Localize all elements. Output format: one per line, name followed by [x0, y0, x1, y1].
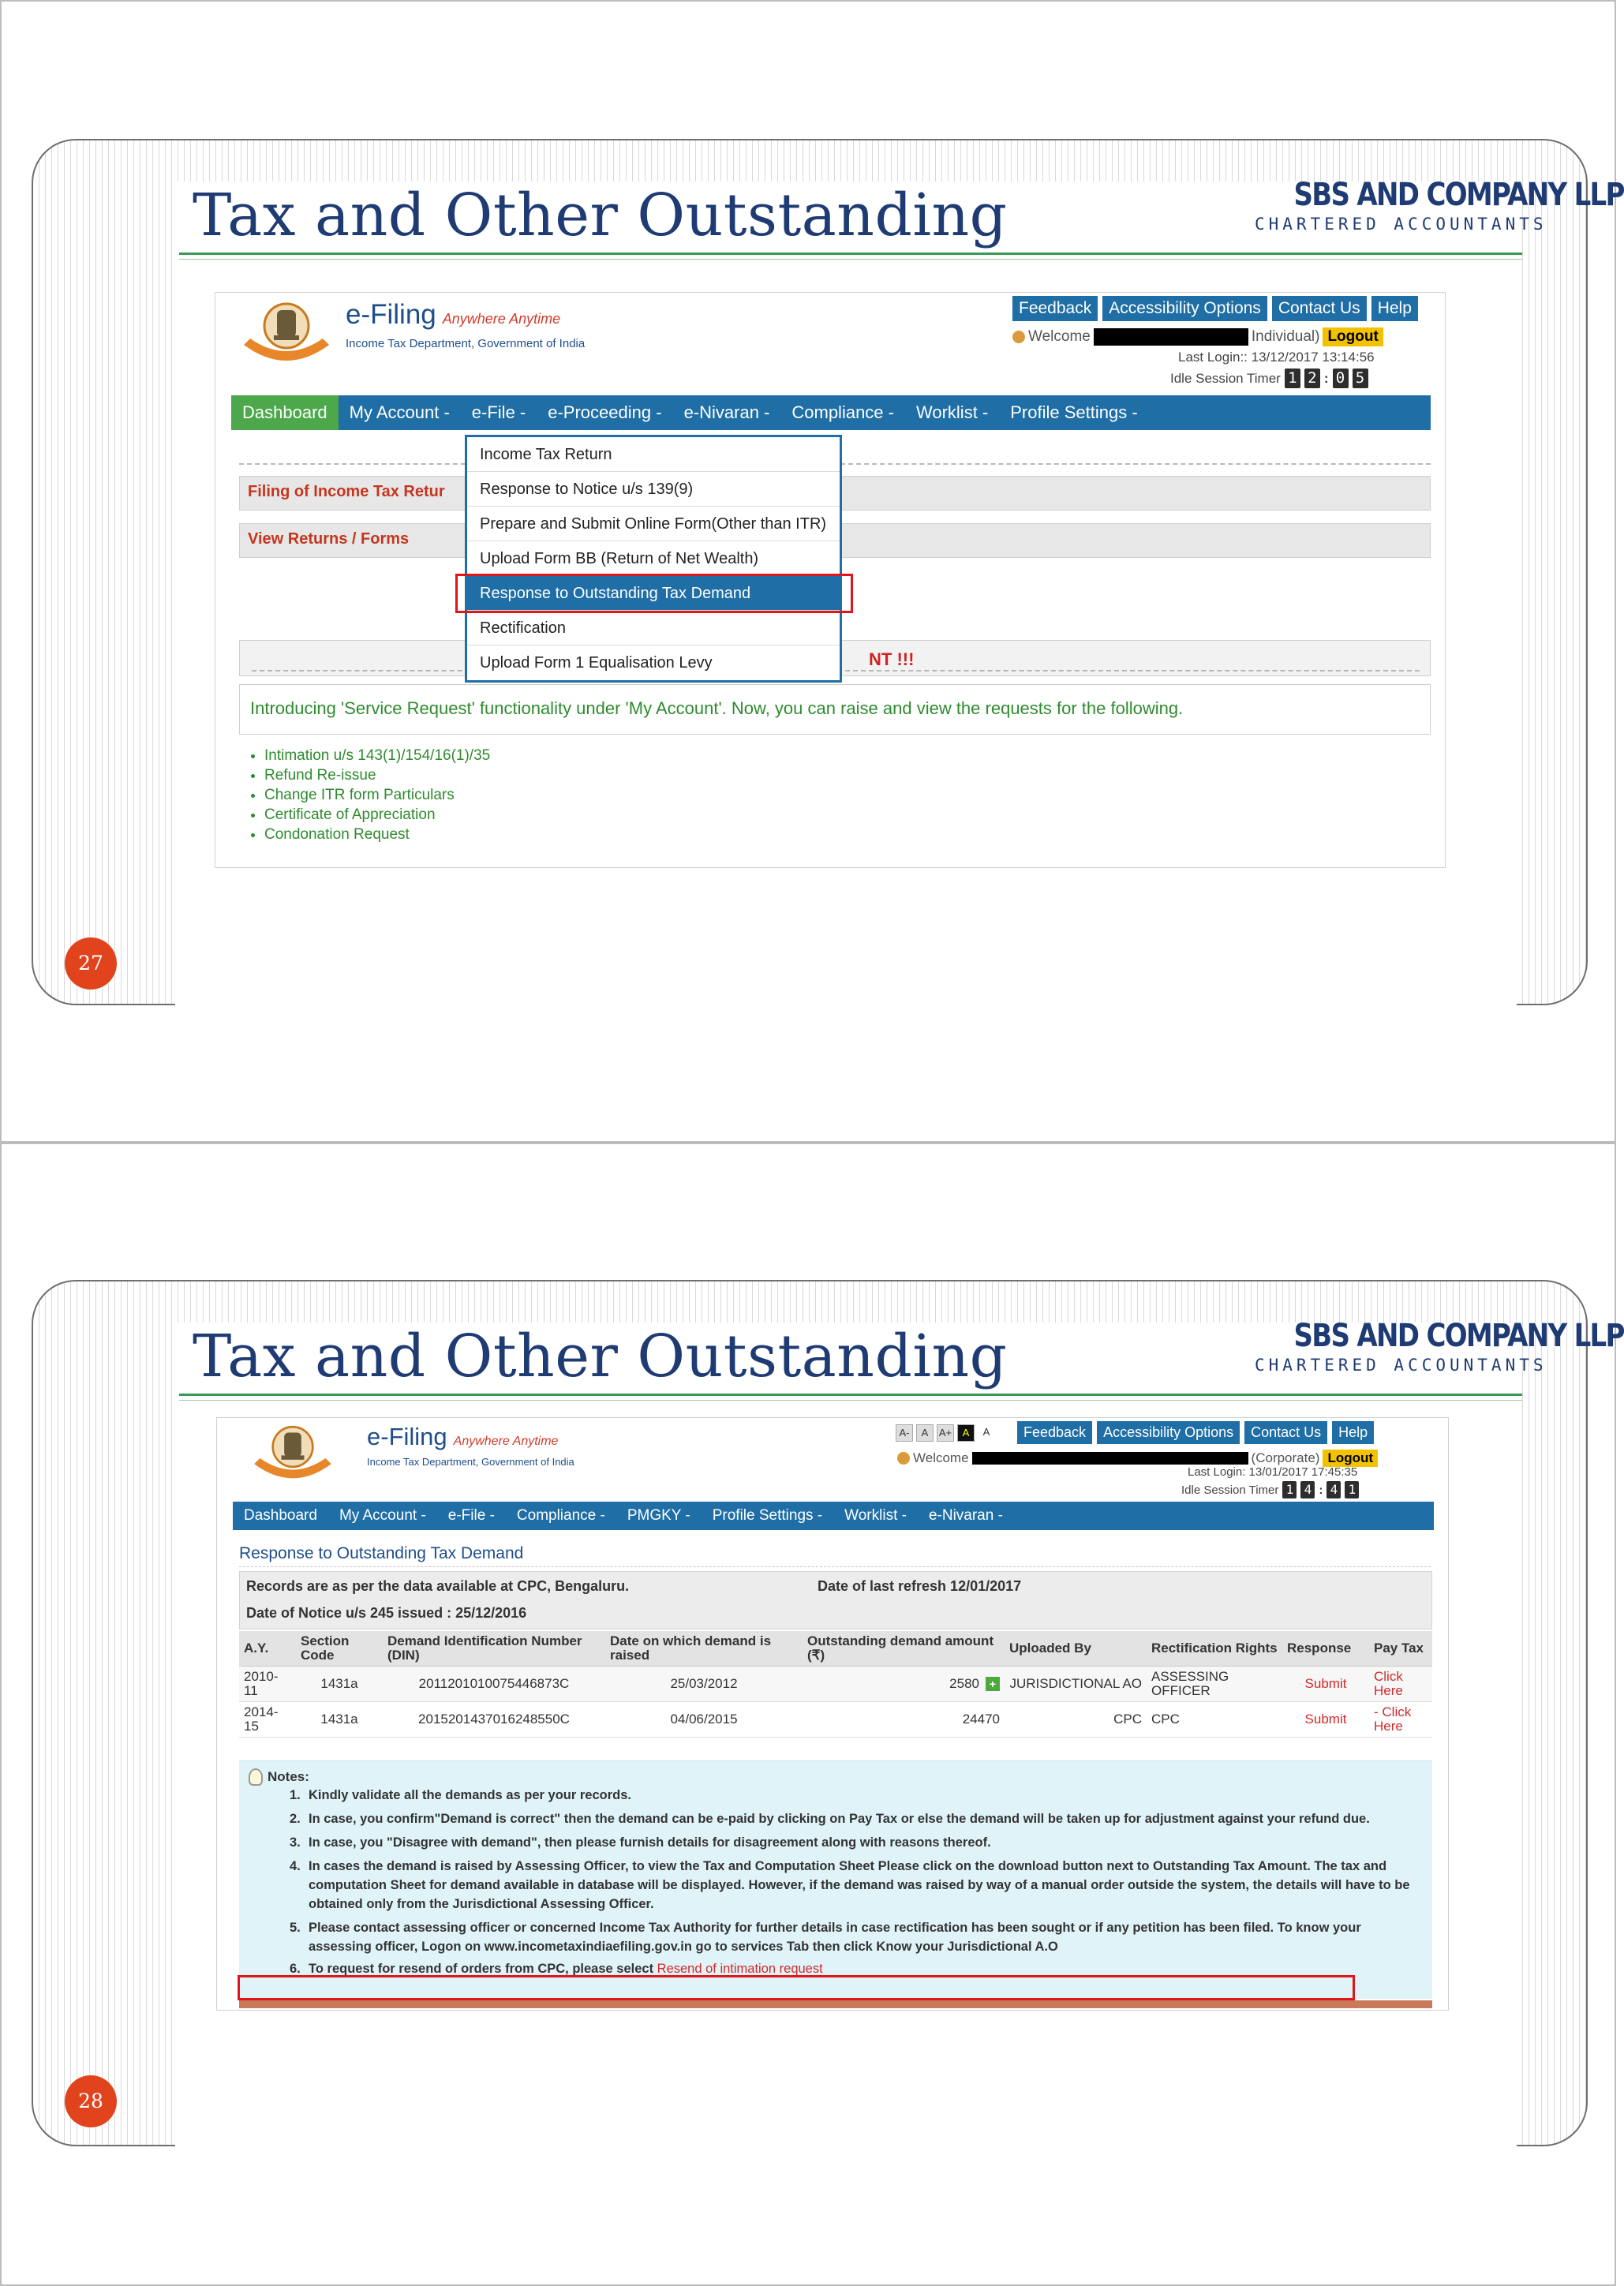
section-title: Response to Outstanding Tax Demand [239, 1544, 524, 1562]
service-request-list [250, 746, 490, 844]
nav-e-proceeding[interactable]: e-Proceeding - [548, 402, 662, 422]
list-item[interactable]: • Intimation u/s 143(1)/154/16(1)/35 [264, 746, 490, 765]
redacted-username [972, 1452, 1248, 1465]
contact-us-link[interactable]: Contact Us [1272, 296, 1367, 321]
nav-worklist[interactable]: Worklist - [915, 402, 989, 422]
menu-item-upload-form-bb[interactable]: Upload Form BB (Return of Net Wealth) [467, 541, 840, 576]
welcome-bar: Welcome (Corporate) Logout [897, 1450, 1378, 1467]
efiling-screenshot: e-Filing Anywhere Anytime Income Tax Department, Government of India A- A A+ A A Feedback Accessibility Options Contact Us Help Welcome (Corporate) Logout Last Login: 13/01/2017 17:45:35 Idle Session Timer 1 4 : 4 1 Dashboard My Account - e-File - Compliance - PMGKY - Profile Settings - Worklist - e-Nivaran - Response to Outstanding Tax Demand Records are as per the data available at CPC, Bengaluru. Date of last refresh 12/01/2017 Date of Notice u/s 245 issued : 25/12/2016 A.Y. Section Code Demand Identification Number (DIN) Date on which demand is raised Outstanding demand amount (₹) Uploaded By Rectification Rights Response Pay Tax 2010-11 1431a 2011201010075446873C 25/03/2012 2580 + JURISDICTIONAL AO ASSESSING OFFICER Submit Click Here 2014-15 1431a 2015201437016248550C 04/06/2015 24470 CPC CPC Submit - Click Here Notes: 1. Kindly validate all the demands as per your records. 2. In case, you confirm"Demand is correct" then the demand can be e-paid by clicking on Pay Tax or else the demand will be taken up for adjustment against your refund due. 3. In case, you "Disagree with demand", then please furnish details for disagreement along with reasons thereof. 4. In cases the demand is raised by Assessing Officer, to view the Tax and Computation Sheet Please click on the download button next to Outstanding Tax Amount. The tax and computation Sheet for demand available in database will be displayed. However, if the demand was raised by way of a manual order outside the system, the details will have to be obtained only from the Jurisdictional Assessing Officer. 5. Please contact assessing officer or concerned Income Tax Authority for further details in case rectification has been sought or if any petition has been filed. To know your assessing officer, Logon on www.incometaxindiaefiling.gov.in go to services Tab then click Know your Jurisdictional A.O 6. To request for resend of orders from CPC, please select Resend of intimation request [216, 1417, 1449, 2011]
firm-logo: SBS AND COMPANY LLP CHARTERED ACCOUNTANTS [1255, 177, 1624, 234]
slide-28 [32, 1280, 1624, 2146]
list-item[interactable]: • Change ITR form Particulars [264, 785, 490, 805]
efiling-brand: e-Filing Anywhere Anytime [367, 1423, 559, 1450]
govt-emblem-icon [238, 297, 335, 364]
nav-my-account[interactable]: My Account - [339, 1507, 426, 1524]
list-item[interactable]: • Certificate of Appreciation [264, 805, 490, 825]
menu-item-rectification[interactable]: Rectification [467, 611, 840, 645]
nav-dashboard[interactable]: Dashboard [244, 1507, 317, 1524]
font-size-controls [896, 1424, 995, 1442]
lightbulb-icon [249, 1768, 263, 1786]
font-decrease-button[interactable]: A- [896, 1424, 913, 1442]
title-divider [179, 253, 1522, 255]
redacted-username [1094, 328, 1248, 346]
nav-my-account[interactable]: My Account - [349, 402, 450, 422]
filing-income-tax-row[interactable]: Filing of Income Tax Retur [239, 476, 1431, 511]
table-row: 2014-15 1431a 2015201437016248550C 04/06/2015 24470 CPC CPC Submit - Click Here [239, 1702, 1432, 1738]
last-login: Last Login:: 13/12/2017 13:14:56 [1178, 350, 1375, 365]
top-links [1017, 1421, 1374, 1444]
slide-title: Tax and Other Outstanding [193, 1323, 1008, 1390]
slide-number: 27 [65, 937, 117, 990]
idle-session-timer: Idle Session Timer 1 4 : 4 1 [1181, 1481, 1359, 1498]
nav-dashboard[interactable]: Dashboard [231, 395, 339, 430]
firm-logo: SBS AND COMPANY LLP CHARTERED ACCOUNTANTS [1255, 1318, 1624, 1375]
accessibility-options-link[interactable]: Accessibility Options [1097, 1421, 1240, 1444]
last-refresh: Date of last refresh 12/01/2017 [818, 1578, 1022, 1594]
nav-e-file[interactable]: e-File - [447, 1507, 495, 1524]
govt-emblem-icon [249, 1421, 337, 1481]
list-item: 1. Kindly validate all the demands as per your records. [290, 1788, 631, 1802]
slide-27 [32, 139, 1624, 1005]
alert-text: NT !!! [869, 649, 915, 669]
top-links [1012, 296, 1418, 321]
pay-tax-link[interactable]: Click Here [1369, 1667, 1432, 1702]
contact-us-link[interactable]: Contact Us [1244, 1421, 1327, 1444]
menu-item-upload-form-1-equalisation-levy[interactable]: Upload Form 1 Equalisation Levy [480, 654, 713, 672]
list-item: 4. In cases the demand is raised by Assessing Officer, to view the Tax and Computation Sheet Please click on the download button next to Outstanding Tax Amount. The tax and computation Sheet for demand available in database will be displayed. However, if the demand was raised by way of a manual order outside the system, the details will have to be obtained only from the Jurisdictional Assessing Officer. [290, 1859, 1410, 1911]
efiling-brand: e-Filing Anywhere Anytime [346, 299, 561, 330]
table-row: 2010-11 1431a 2011201010075446873C 25/03/2012 2580 + JURISDICTIONAL AO ASSESSING OFFICER Submit Click Here [239, 1667, 1432, 1702]
font-normal-button[interactable]: A [916, 1424, 934, 1442]
demand-table: A.Y. Section Code Demand Identification Number (DIN) Date on which demand is raised Outstanding demand amount (₹) Uploaded By Rectification Rights Response Pay Tax 2010-11 1431a 2011201010075446873C 25/03/2012 2580 + JURISDICTIONAL AO ASSESSING OFFICER Submit Click Here 2014-15 1431a 2015201437016248550C 04/06/2015 24470 CPC CPC Submit - Click Here [239, 1631, 1432, 1738]
submit-link[interactable]: Submit [1282, 1702, 1369, 1738]
nav-worklist[interactable]: Worklist - [844, 1507, 907, 1524]
efiling-screenshot: e-Filing Anywhere Anytime Income Tax Department, Government of India Feedback Accessibility Options Contact Us Help Welcome Individual) Logout Last Login:: 13/12/2017 13:14:56 Idle Session Timer 1 2 : 0 5 Dashboard My Account - e-File - e-Proceeding - e-Nivaran - Compliance - Worklist - Profile Settings - Filing of Income Tax Retur View Returns / Forms NT !!! Introducing 'Service Request' functionality under 'My Account'. Now, you can raise and view the requests for the following. • Intimation u/s 143(1)/154/16(1)/35 • Refund Re-issue • Change ITR form Particulars • Certificate of Appreciation • Condonation Request Income Tax Return Response to Notice u/s 139(9) Prepare and Submit Online Form(Other than ITR) Upload Form BB (Return of Net Wealth) Response to Outstanding Tax Demand Rectification Upload Form 1 Equalisation Levy [215, 292, 1446, 868]
view-returns-row[interactable]: View Returns / Forms [239, 523, 1431, 558]
nav-e-file[interactable]: e-File - [471, 402, 526, 422]
menu-item-income-tax-return[interactable]: Income Tax Return [467, 437, 840, 472]
menu-item-response-notice-139-9[interactable]: Response to Notice u/s 139(9) [467, 472, 840, 507]
logout-button[interactable]: Logout [1323, 327, 1383, 346]
resend-intimation-link[interactable]: Resend of intimation request [657, 1962, 823, 1976]
download-icon[interactable]: + [986, 1677, 1000, 1691]
notes-list [290, 1786, 1426, 1978]
nav-pmgky[interactable]: PMGKY - [627, 1507, 690, 1524]
submit-link[interactable]: Submit [1282, 1667, 1369, 1702]
user-icon [1012, 331, 1025, 343]
idle-session-timer: Idle Session Timer 1 2 : 0 5 [1170, 369, 1368, 388]
title-divider [179, 1394, 1522, 1396]
list-item: 2. In case, you confirm"Demand is correct" then the demand can be e-paid by clicking on Pay Tax or else the demand will be taken up for adjustment against your refund due. [290, 1812, 1370, 1826]
help-link[interactable]: Help [1332, 1421, 1374, 1444]
records-info: Records are as per the data available at CPC, Bengaluru. Date of last refresh 12/01/2017 Date of Notice u/s 245 issued : 25/12/2016 [239, 1571, 1432, 1629]
page-bottom [0, 1143, 1624, 2286]
list-item: 6. To request for resend of orders from CPC, please select Resend of intimation request [290, 1962, 823, 1976]
slide-title: Tax and Other Outstanding [193, 181, 1008, 249]
e-file-dropdown [465, 435, 842, 683]
feedback-link[interactable]: Feedback [1017, 1421, 1092, 1444]
nav-e-nivaran[interactable]: e-Nivaran - [928, 1507, 1003, 1524]
main-nav [233, 1502, 1434, 1530]
high-contrast-button[interactable]: A [957, 1424, 975, 1442]
main-nav [231, 395, 1431, 430]
nav-profile-settings[interactable]: Profile Settings - [1010, 402, 1138, 422]
menu-item-response-outstanding-tax-demand[interactable]: Response to Outstanding Tax Demand [467, 576, 840, 611]
list-item: 3. In case, you "Disagree with demand", then please furnish details for disagreement along with reasons thereof. [290, 1835, 991, 1850]
service-request-intro: Introducing 'Service Request' functionality under 'My Account'. Now, you can raise and view the requests for the following. [250, 698, 1184, 718]
slide-number: 28 [65, 2075, 117, 2127]
user-icon [897, 1452, 910, 1465]
highlight-box [455, 574, 853, 613]
list-item[interactable]: • Condonation Request [264, 825, 490, 844]
normal-contrast-button[interactable]: A [978, 1424, 995, 1442]
notice-date: Date of Notice u/s 245 issued : 25/12/2016 [246, 1605, 527, 1621]
help-link[interactable]: Help [1371, 296, 1418, 321]
logout-button[interactable]: Logout [1323, 1450, 1378, 1467]
nav-compliance[interactable]: Compliance - [791, 402, 894, 422]
nav-compliance[interactable]: Compliance - [516, 1507, 605, 1524]
menu-item-prepare-submit-online-form[interactable]: Prepare and Submit Online Form(Other than ITR) [467, 507, 840, 541]
highlight-box [238, 1975, 1355, 2000]
nav-profile-settings[interactable]: Profile Settings - [712, 1507, 823, 1524]
accessibility-options-link[interactable]: Accessibility Options [1102, 296, 1267, 321]
feedback-link[interactable]: Feedback [1012, 296, 1098, 321]
font-increase-button[interactable]: A+ [937, 1424, 954, 1442]
pay-tax-link: - Click Here [1369, 1702, 1432, 1738]
notes-title: Notes: [249, 1768, 309, 1786]
nav-e-nivaran[interactable]: e-Nivaran - [683, 402, 770, 422]
last-login: Last Login: 13/01/2017 17:45:35 [1188, 1465, 1358, 1479]
welcome-bar: Welcome Individual) Logout [1012, 327, 1383, 346]
list-item: 5. Please contact assessing officer or concerned Income Tax Authority for further details in case rectification has been sought or if any petition has been filed. To know your assessing officer, Logon on www.incometaxindiaefiling.gov.in go to services Tab then click Know your Jurisdictional A.O [290, 1921, 1361, 1954]
list-item[interactable]: • Refund Re-issue [264, 765, 490, 785]
